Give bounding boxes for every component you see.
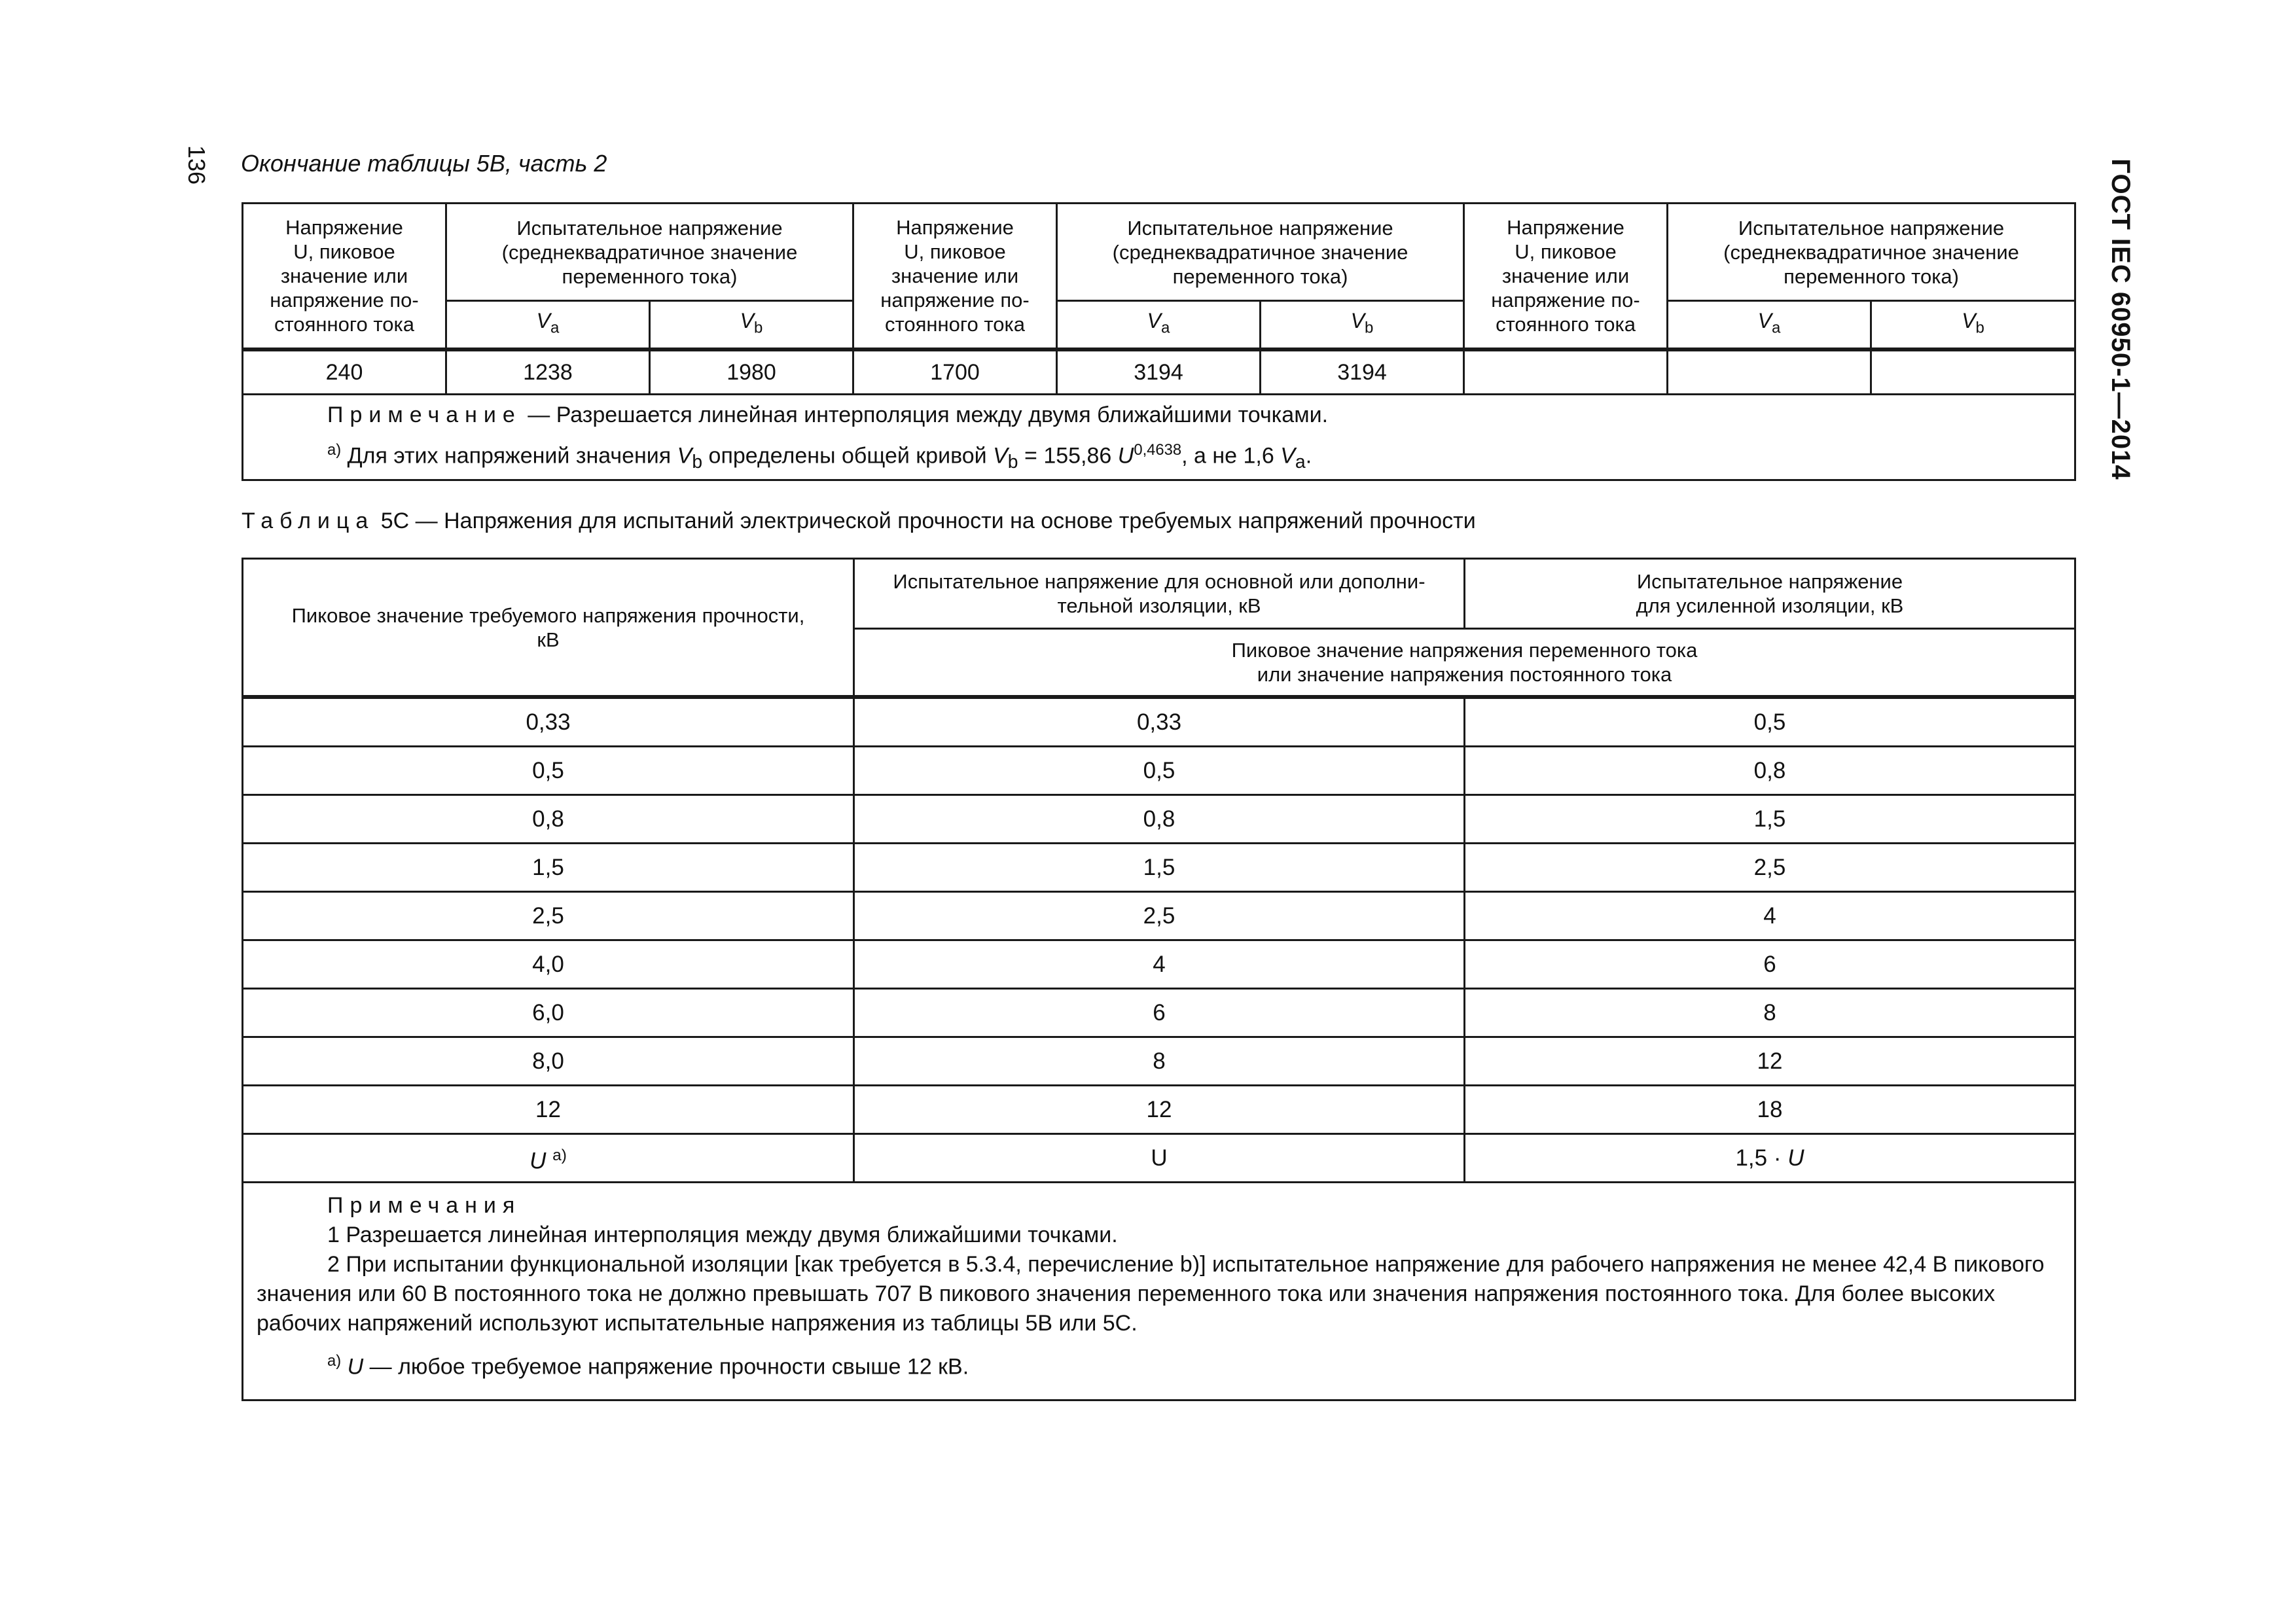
table-cell: 4 [854, 940, 1465, 989]
table-row [243, 1037, 2075, 1086]
note-2: 2 При испытании функциональной изоляции [как требуется в 5.3.4, перечисление b)] испытательное напряжение для рабочего напряжения не менее 42,4 В пикового значения или 60 В постоянного тока не должно превышать 707 В пикового значения переменного тока или значения напряжения постоянного тока. Для более высоких рабочих напряжений используют испытательные напряжения из таблицы 5В или 5С. [257, 1252, 2045, 1336]
header-voltage-3: Напряжение U, пиковое значение или напряжение по- стоянного тока [1464, 204, 1668, 350]
page-number: 136 [183, 145, 210, 185]
table-cell: 8,0 [243, 1037, 854, 1086]
header-test-voltage-2: Испытательное напряжение (среднеквадратичное значение переменного тока) [1057, 204, 1464, 301]
table-row [243, 747, 2075, 795]
header-voltage-2: Напряжение U, пиковое значение или напряжение по- стоянного тока [853, 204, 1057, 350]
table-row [243, 844, 2075, 892]
table-cell: 2,5 [243, 892, 854, 940]
table-cell: 1,5 [1465, 795, 2075, 844]
table-5c [242, 558, 2076, 1401]
table-cell: 6 [1465, 940, 2075, 989]
table-cell: 240 [243, 349, 446, 395]
note-text: — Разрешается линейная интерполяция между двумя ближайшими точками. [528, 402, 1329, 427]
table-cell: 12 [854, 1086, 1465, 1134]
table-row [243, 892, 2075, 940]
table-cell: 0,33 [243, 697, 854, 747]
table-cell: 8 [854, 1037, 1465, 1086]
table-cell: 8 [1465, 989, 2075, 1037]
table-cell: 0,33 [854, 697, 1465, 747]
header-peak-ac-dc: Пиковое значение напряжения переменного тока или значение напряжения постоянного тока [854, 629, 2075, 698]
table-cell: 0,5 [854, 747, 1465, 795]
table-cell: 3194 [1261, 349, 1464, 395]
footnote: $^{a)}$ U — любое требуемое напряжение прочности свыше 12 кВ. [327, 1352, 969, 1380]
table-5c-title: Таблица 5С — Напряжения для испытаний электрической прочности на основе требуемых напряжений прочности [242, 508, 1476, 533]
header-va-3: $V_a$ [1668, 301, 1871, 350]
header-vb-3: $V_b$ [1871, 301, 2075, 350]
table-row [243, 795, 2075, 844]
table-row-formula [243, 1134, 2075, 1183]
header-va-1: $V_a$ [446, 301, 650, 350]
header-required-voltage: Пиковое значение требуемого напряжения прочности, кВ [243, 559, 854, 698]
table-row [243, 697, 2075, 747]
continuation-title: Окончание таблицы 5В, часть 2 [241, 150, 607, 177]
table-cell: 0,8 [1465, 747, 2075, 795]
table-notes [243, 1183, 2075, 1400]
table-cell: 0,8 [854, 795, 1465, 844]
table-cell: 0,5 [1465, 697, 2075, 747]
table-cell: 2,5 [854, 892, 1465, 940]
header-va-2: $V_a$ [1057, 301, 1261, 350]
table-row [243, 989, 2075, 1037]
table-cell [1464, 349, 1668, 395]
table-cell: 1238 [446, 349, 650, 395]
header-reinforced-insulation: Испытательное напряжение для усиленной изоляции, кВ [1465, 559, 2075, 629]
table-cell: 1700 [853, 349, 1057, 395]
table-cell: 12 [1465, 1037, 2075, 1086]
table-cell: 2,5 [1465, 844, 2075, 892]
table-cell: 6,0 [243, 989, 854, 1037]
table-5b-end [242, 202, 2076, 481]
header-vb-2: $V_b$ [1261, 301, 1464, 350]
table-cell [1668, 349, 1871, 395]
table-cell: 0,8 [243, 795, 854, 844]
footnote: $^{a)}$ Для этих напряжений значения $V_b$ определены общей кривой $V_b = 155,86$ $U^{0,4638}$, а не 1,6 $V_a$. [327, 441, 1312, 473]
table-row [243, 1086, 2075, 1134]
table-cell: 3194 [1057, 349, 1261, 395]
table-cell: 18 [1465, 1086, 2075, 1134]
table-cell: 1980 [650, 349, 853, 395]
table-note [243, 395, 2075, 480]
header-vb-1: $V_b$ [650, 301, 853, 350]
table-cell: U [854, 1134, 1465, 1183]
notes-label: Примечания [327, 1193, 522, 1218]
header-test-voltage-3: Испытательное напряжение (среднеквадратичное значение переменного тока) [1668, 204, 2075, 301]
note-label: Примечание [327, 402, 522, 427]
table-cell: 1,5 [854, 844, 1465, 892]
table-cell: U $^{a)}$ [243, 1134, 854, 1183]
table-cell: 4,0 [243, 940, 854, 989]
table-cell: 0,5 [243, 747, 854, 795]
table-cell [1871, 349, 2075, 395]
table-cell: 12 [243, 1086, 854, 1134]
table-row [243, 940, 2075, 989]
document-code: ГОСТ IEC 60950-1—2014 [2106, 158, 2135, 480]
table-row [243, 349, 2075, 395]
note-1: 1 Разрешается линейная интерполяция между двумя ближайшими точками. [327, 1222, 1118, 1247]
table-cell: 1,5 · U [1465, 1134, 2075, 1183]
header-voltage-1: Напряжение U, пиковое значение или напряжение по- стоянного тока [243, 204, 446, 350]
table-cell: 4 [1465, 892, 2075, 940]
header-test-voltage-1: Испытательное напряжение (среднеквадратичное значение переменного тока) [446, 204, 853, 301]
header-basic-insulation: Испытательное напряжение для основной или дополни- тельной изоляции, кВ [854, 559, 1465, 629]
table-cell: 1,5 [243, 844, 854, 892]
table-cell: 6 [854, 989, 1465, 1037]
